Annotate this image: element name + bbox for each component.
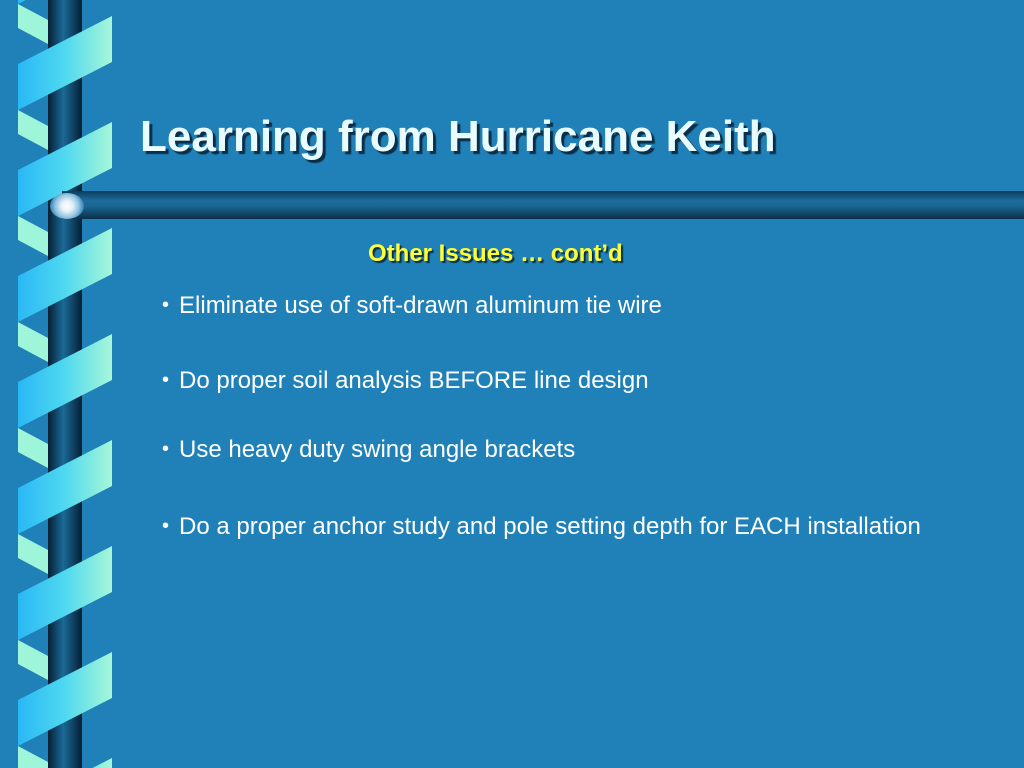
ribbon-band-fold (18, 216, 48, 256)
bullet-item-3 (162, 432, 952, 467)
bullet-item-1 (162, 288, 952, 323)
ribbon-band-fold (18, 322, 48, 362)
ribbon-band-fold (18, 110, 48, 150)
bullet-text: Eliminate use of soft-drawn aluminum tie wire (179, 292, 662, 319)
bullet-icon: • (162, 294, 170, 316)
bullet-text: Do proper soil analysis BEFORE line design (179, 367, 649, 394)
slide-subtitle: Other Issues … cont’d (368, 240, 623, 267)
bullet-icon: • (162, 438, 170, 460)
ribbon-band-fold (18, 640, 48, 680)
title-divider-bar (62, 191, 1024, 219)
bullet-text: Do a proper anchor study and pole setting depth for EACH installation (179, 513, 921, 540)
ribbon-band-fold (18, 746, 48, 768)
ribbon-band-fold (18, 534, 48, 574)
bullet-item-2 (162, 363, 952, 398)
bullet-icon: • (162, 369, 170, 391)
divider-knob (50, 193, 84, 219)
ribbon-band-fold (18, 428, 48, 468)
bullet-text: Use heavy duty swing angle brackets (179, 436, 576, 463)
bullet-item-4 (162, 509, 952, 544)
bullet-icon: • (162, 515, 170, 537)
decorative-ribbon-pillar (0, 0, 112, 768)
slide-title: Learning from Hurricane Keith (140, 112, 776, 161)
ribbon-band-fold (18, 4, 48, 44)
